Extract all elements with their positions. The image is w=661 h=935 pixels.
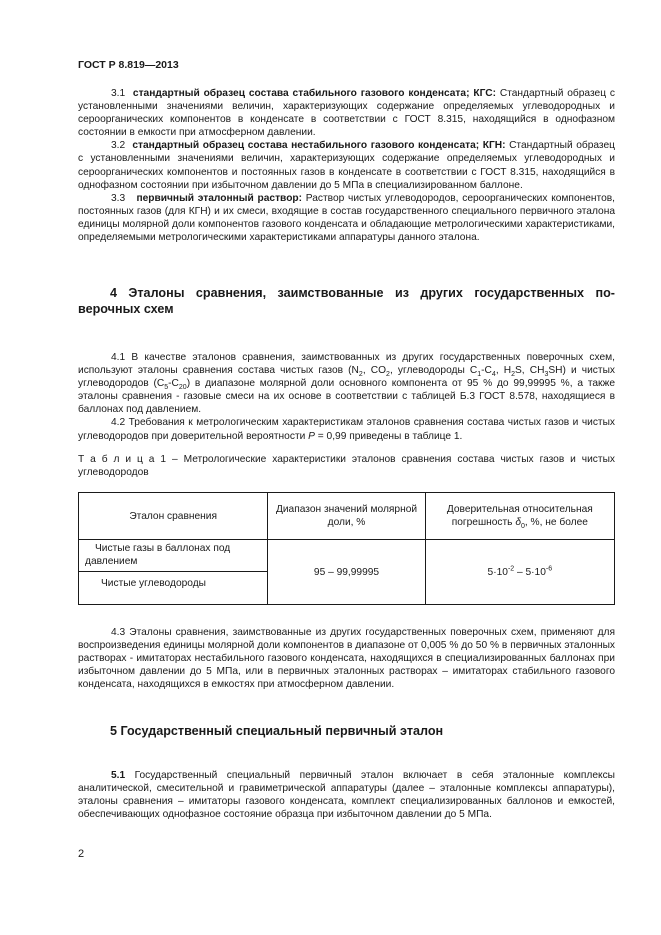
definition-text: Стандартный образец с установленными значениями величин, характеризующих содержание определяемых углеводородных и сероорганических компонентов и постоянных газов в конденсате в соответствии с ГОСТ 8.315, находящийся в однофазном состоянии при избыточном давлении до 5 МПа в специализированном баллоне.	[78, 140, 615, 191]
table-header-row	[79, 493, 615, 540]
table-cell-pure-hydrocarbons: Чистые углеводороды	[101, 578, 206, 589]
table-header-error: Доверительная относительная погрешность $\delta_0$, %, не более	[425, 493, 614, 540]
section-5-body	[78, 769, 615, 821]
section-4-heading: 4 Эталоны сравнения, заимствованные из других государственных поверочных схем	[78, 286, 615, 316]
table-header-range: Диапазон значений молярной доли, %	[268, 493, 425, 540]
table-1-caption: Т а б л и ц а 1 – Метрологические характеристики эталонов сравнения состава чистых газов и чистых углеводородов	[78, 454, 615, 479]
clause-number: 3.1	[111, 88, 126, 99]
paragraph-4-2: 4.2 Требования к метрологическим характеристикам эталонов сравнения состава чистых газов и чистых углеводородов при доверительной вероятности P = 0,99 приведены в таблице 1.	[78, 417, 615, 442]
definition-text: Стандартный образец с установленными значениями величин, характеризующих содержание определяемых углеводородных и сероорганических компонентов в конденсате в соответствии с ГОСТ 8.315, находящийся в однофазном состоянии в емкости при атмосферном давлении.	[78, 88, 615, 139]
definition-text: Раствор чистых углеводородов, сероорганических компонентов, постоянных газов (для КГН) и их смеси, входящие в состав государственного специального первичного эталона единицы молярной доли компонентов газового конденсата и обладающие метрологическими характеристиками, определяемыми метрологическими характеристиками аппаратуры данного эталона.	[78, 192, 615, 244]
clause-number: 3.2	[111, 140, 126, 152]
table-cell-standards	[79, 540, 268, 605]
page-number: 2	[78, 848, 85, 860]
term-kgs: стандартный образец состава стабильного газового конденсата; КГС:	[132, 88, 496, 99]
section-4-3	[78, 626, 615, 691]
table-header-standard: Эталон сравнения	[79, 493, 268, 540]
table-cell-pure-gases: Чистые газы в баллонах под давлением	[79, 540, 267, 572]
table-cell-range: 95 – 99,99995	[268, 540, 425, 605]
section-4-body	[78, 351, 615, 443]
paragraph-4-1: 4.1 В качестве эталонов сравнения, заимствованных из других государственных поверочных схем, используют эталоны сравнения состава чистых газов ($N_2$, $CO_2$, углеводороды $C_1-C_4$, $H_2S$, $CH_3SH$) и чистых углеводородов $(C_5-C_{20})$ в диапазоне молярной доли основного компонента от 95 % до 99,99995 %, а также эталоны сравнения - газовые смеси на их основе в соответствии с таблицей Б.3 ГОСТ 8.578, находящиеся в баллонах под давлением.	[78, 352, 615, 416]
table-1	[78, 492, 615, 605]
paragraph-3-1	[78, 87, 615, 139]
paragraph-3-2	[78, 139, 615, 191]
clause-number: 5.1	[111, 770, 126, 781]
clause-number: 3.3	[111, 192, 126, 204]
document-header: ГОСТ Р 8.819—2013	[78, 59, 179, 71]
paragraph-4-3: 4.3 Эталоны сравнения, заимствованные из других государственных поверочных схем, применяют для воспроизведения единицы молярной доли компонентов в диапазоне от 0,005 % до 50 % в первичных эталонных растворах - имитаторах нестабильного газового конденсата, находящихся в специализированных баллонах при избыточном давлении до 5 МПа, или в первичных эталонных растворах – имитаторах стабильного газового конденсата, находящихся в емкостях при атмосферном давлении.	[78, 627, 615, 691]
term-primary-solution: первичный эталонный раствор:	[136, 192, 303, 204]
section-5-heading: 5 Государственный специальный первичный эталон	[110, 724, 444, 738]
term-kgn: стандартный образец состава нестабильного газового конденсата; КГН:	[132, 140, 506, 152]
table-cell-error: $5\cdot 10^{-2} - 5\cdot 10^{-6}$	[425, 540, 614, 605]
paragraph-3-3	[78, 192, 615, 244]
section-3-definitions	[78, 87, 615, 244]
paragraph-5-1: 5.1 Государственный специальный первичный эталон включает в себя эталонные комплексы аналитической, смесительной и гравиметрической аппаратуры (далее – эталонные комплексы аппаратуры), эталоны сравнения – имитаторы газового конденсата, комплект специализированных баллонов и емкостей, обеспечивающих однофазное состояние образца при избыточном давлении до 5 МПа.	[78, 770, 615, 821]
table-row	[79, 540, 615, 605]
